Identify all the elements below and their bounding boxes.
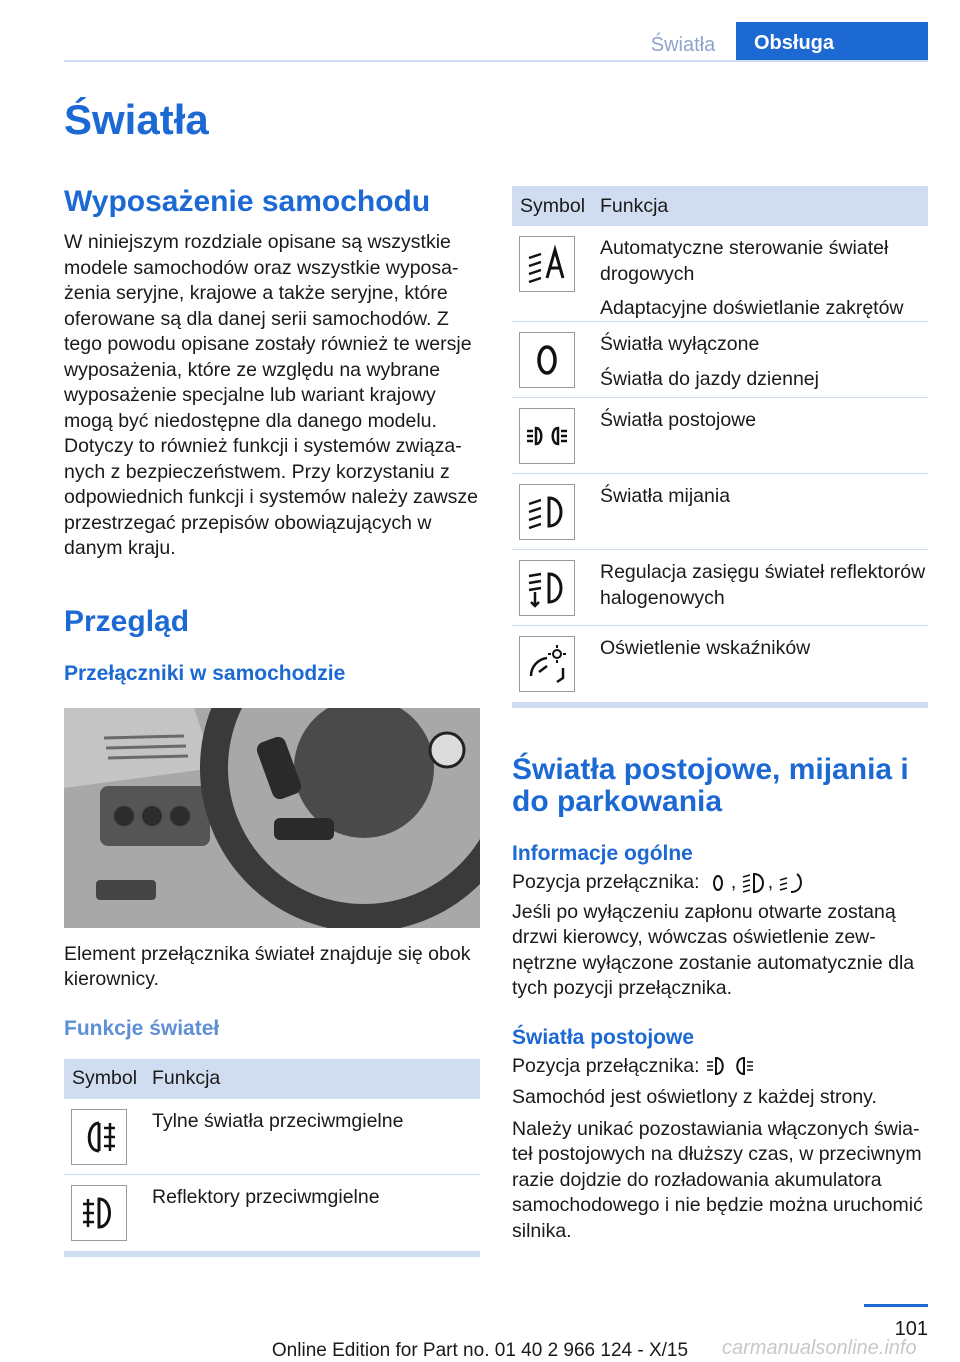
switch-position-line: Pozycja przełącznika: , , [512, 870, 928, 896]
page-title: Światła [64, 96, 209, 143]
function-label: Światła mijania [600, 485, 731, 507]
heading-switches: Przełączniki w samochodzie [64, 661, 346, 685]
photo-caption: Element przełącznika świateł znajduje się obok kierownicy. [64, 942, 471, 990]
table-row [64, 1175, 480, 1251]
switch-position-line [512, 1054, 928, 1080]
parking-lights-icon [519, 408, 575, 464]
table-header [64, 1059, 480, 1099]
low-beam-icon [519, 484, 575, 540]
function-label: Oświetlenie wskaźników [600, 637, 811, 659]
lights-off-icon [705, 872, 731, 894]
table-row [64, 1099, 480, 1175]
heading-parking-lights: Światła postojowe [512, 1025, 695, 1049]
table-row [512, 474, 928, 550]
function-label: Tylne światła przeciwmgielne [152, 1109, 404, 1132]
header-chapter-tab: Obsługa [736, 22, 928, 62]
heading-functions: Funkcje świateł [64, 1016, 220, 1040]
table-row [512, 322, 928, 398]
general-info-paragraph: Jeśli po wyłączeniu zapłonu otwarte zostaną drzwi kierowcy, wówczas oświetlenie zewnętrzne wyłączone zostanie automatycznie dla tych pozycji przełącznika. [512, 900, 915, 999]
parking-lights-icon [705, 1055, 755, 1077]
col-symbol-header: Symbol [520, 194, 586, 217]
header-section-label: Światła [650, 34, 716, 56]
table-row [512, 398, 928, 474]
table-header [512, 186, 928, 226]
function-label: Światła postojowe [600, 409, 757, 431]
table-end-rule [512, 702, 928, 708]
right-column [512, 186, 928, 1244]
rear-fog-light-icon [71, 1109, 127, 1165]
function-label: Adaptacyjne doświetlanie zakrętów [600, 297, 904, 319]
col-symbol-header: Symbol [72, 1067, 138, 1089]
heading-general-info: Informacje ogólne [512, 842, 693, 865]
table-row [512, 626, 928, 702]
functions-table-left [64, 1059, 480, 1257]
dashboard-illustration [64, 708, 480, 928]
heading-parking-low-beam: Światła postojowe, mijania i do parkowania [512, 753, 909, 818]
light-switch-photo [64, 708, 480, 928]
parking-paragraph-1: Samochód jest oświetlony z każdej strony. [512, 1086, 877, 1108]
function-label: Automatyczne sterowanie świateł drogowych [600, 237, 889, 285]
function-label: Regulacja zasięgu świateł reflektorów halogenowych [600, 561, 926, 609]
functions-table-right [512, 186, 928, 708]
function-label: Reflektory przeciwmgielne [152, 1185, 380, 1208]
footer-edition: Online Edition for Part no. 01 40 2 966 124 - X/15 [271, 1340, 689, 1361]
equipment-paragraph: W niniejszym rozdziale opisane są wszystkie modele samochodów oraz wszystkie wyposażenia seryjne, krajowe a także seryjne, które oferowane są dla danej serii samochodów. Z tego powodu opisane zostały również te wersje wyposażenia, które ze względu na wybrane wyposażenie specjalne lub wariant krajowy mogą być niedostępne dla danego modelu. Dotyczy to również funkcji i systemów związanych z bezpieczeństwem. Przy korzystaniu z odpowiednich funkcji i systemów należy zawsze przestrzegać przepisów obowiązujących w danym kraju. [64, 231, 479, 559]
switch-position-label: Pozycja przełącznika: [512, 871, 700, 893]
page-number: 101 [894, 1318, 928, 1340]
parking-paragraph-2: Należy unikać pozostawiania włączonych świateł postojowych na dłuższy czas, w przeciwnym razie dojdzie do rozładowania akumulatora samochodowego i nie będzie można uruchomić silnika. [512, 1117, 923, 1242]
table-row [512, 550, 928, 626]
auto-headlight-icon [779, 872, 805, 894]
switch-position-label: Pozycja przełącznika: [512, 1054, 700, 1077]
footer-rule [864, 1304, 928, 1307]
col-function-header: Funkcja [600, 194, 669, 217]
col-function-header: Funkcja [152, 1067, 221, 1089]
watermark: carmanualsonline.info [722, 1337, 917, 1359]
table-row [512, 226, 928, 322]
left-column [64, 186, 480, 1257]
function-label: Światła wyłączone [600, 333, 760, 355]
header-rule [64, 60, 928, 62]
lights-off-icon [519, 332, 575, 388]
front-fog-light-icon [71, 1185, 127, 1241]
heading-equipment: Wyposażenie samochodu [64, 185, 431, 218]
heading-overview: Przegląd [64, 604, 190, 638]
function-label: Światła do jazdy dziennej [600, 367, 819, 390]
auto-headlight-icon [519, 236, 575, 292]
table-end-rule [64, 1251, 480, 1257]
instrument-lighting-icon [519, 636, 575, 692]
headlight-range-icon [519, 560, 575, 616]
low-beam-icon [742, 872, 768, 894]
